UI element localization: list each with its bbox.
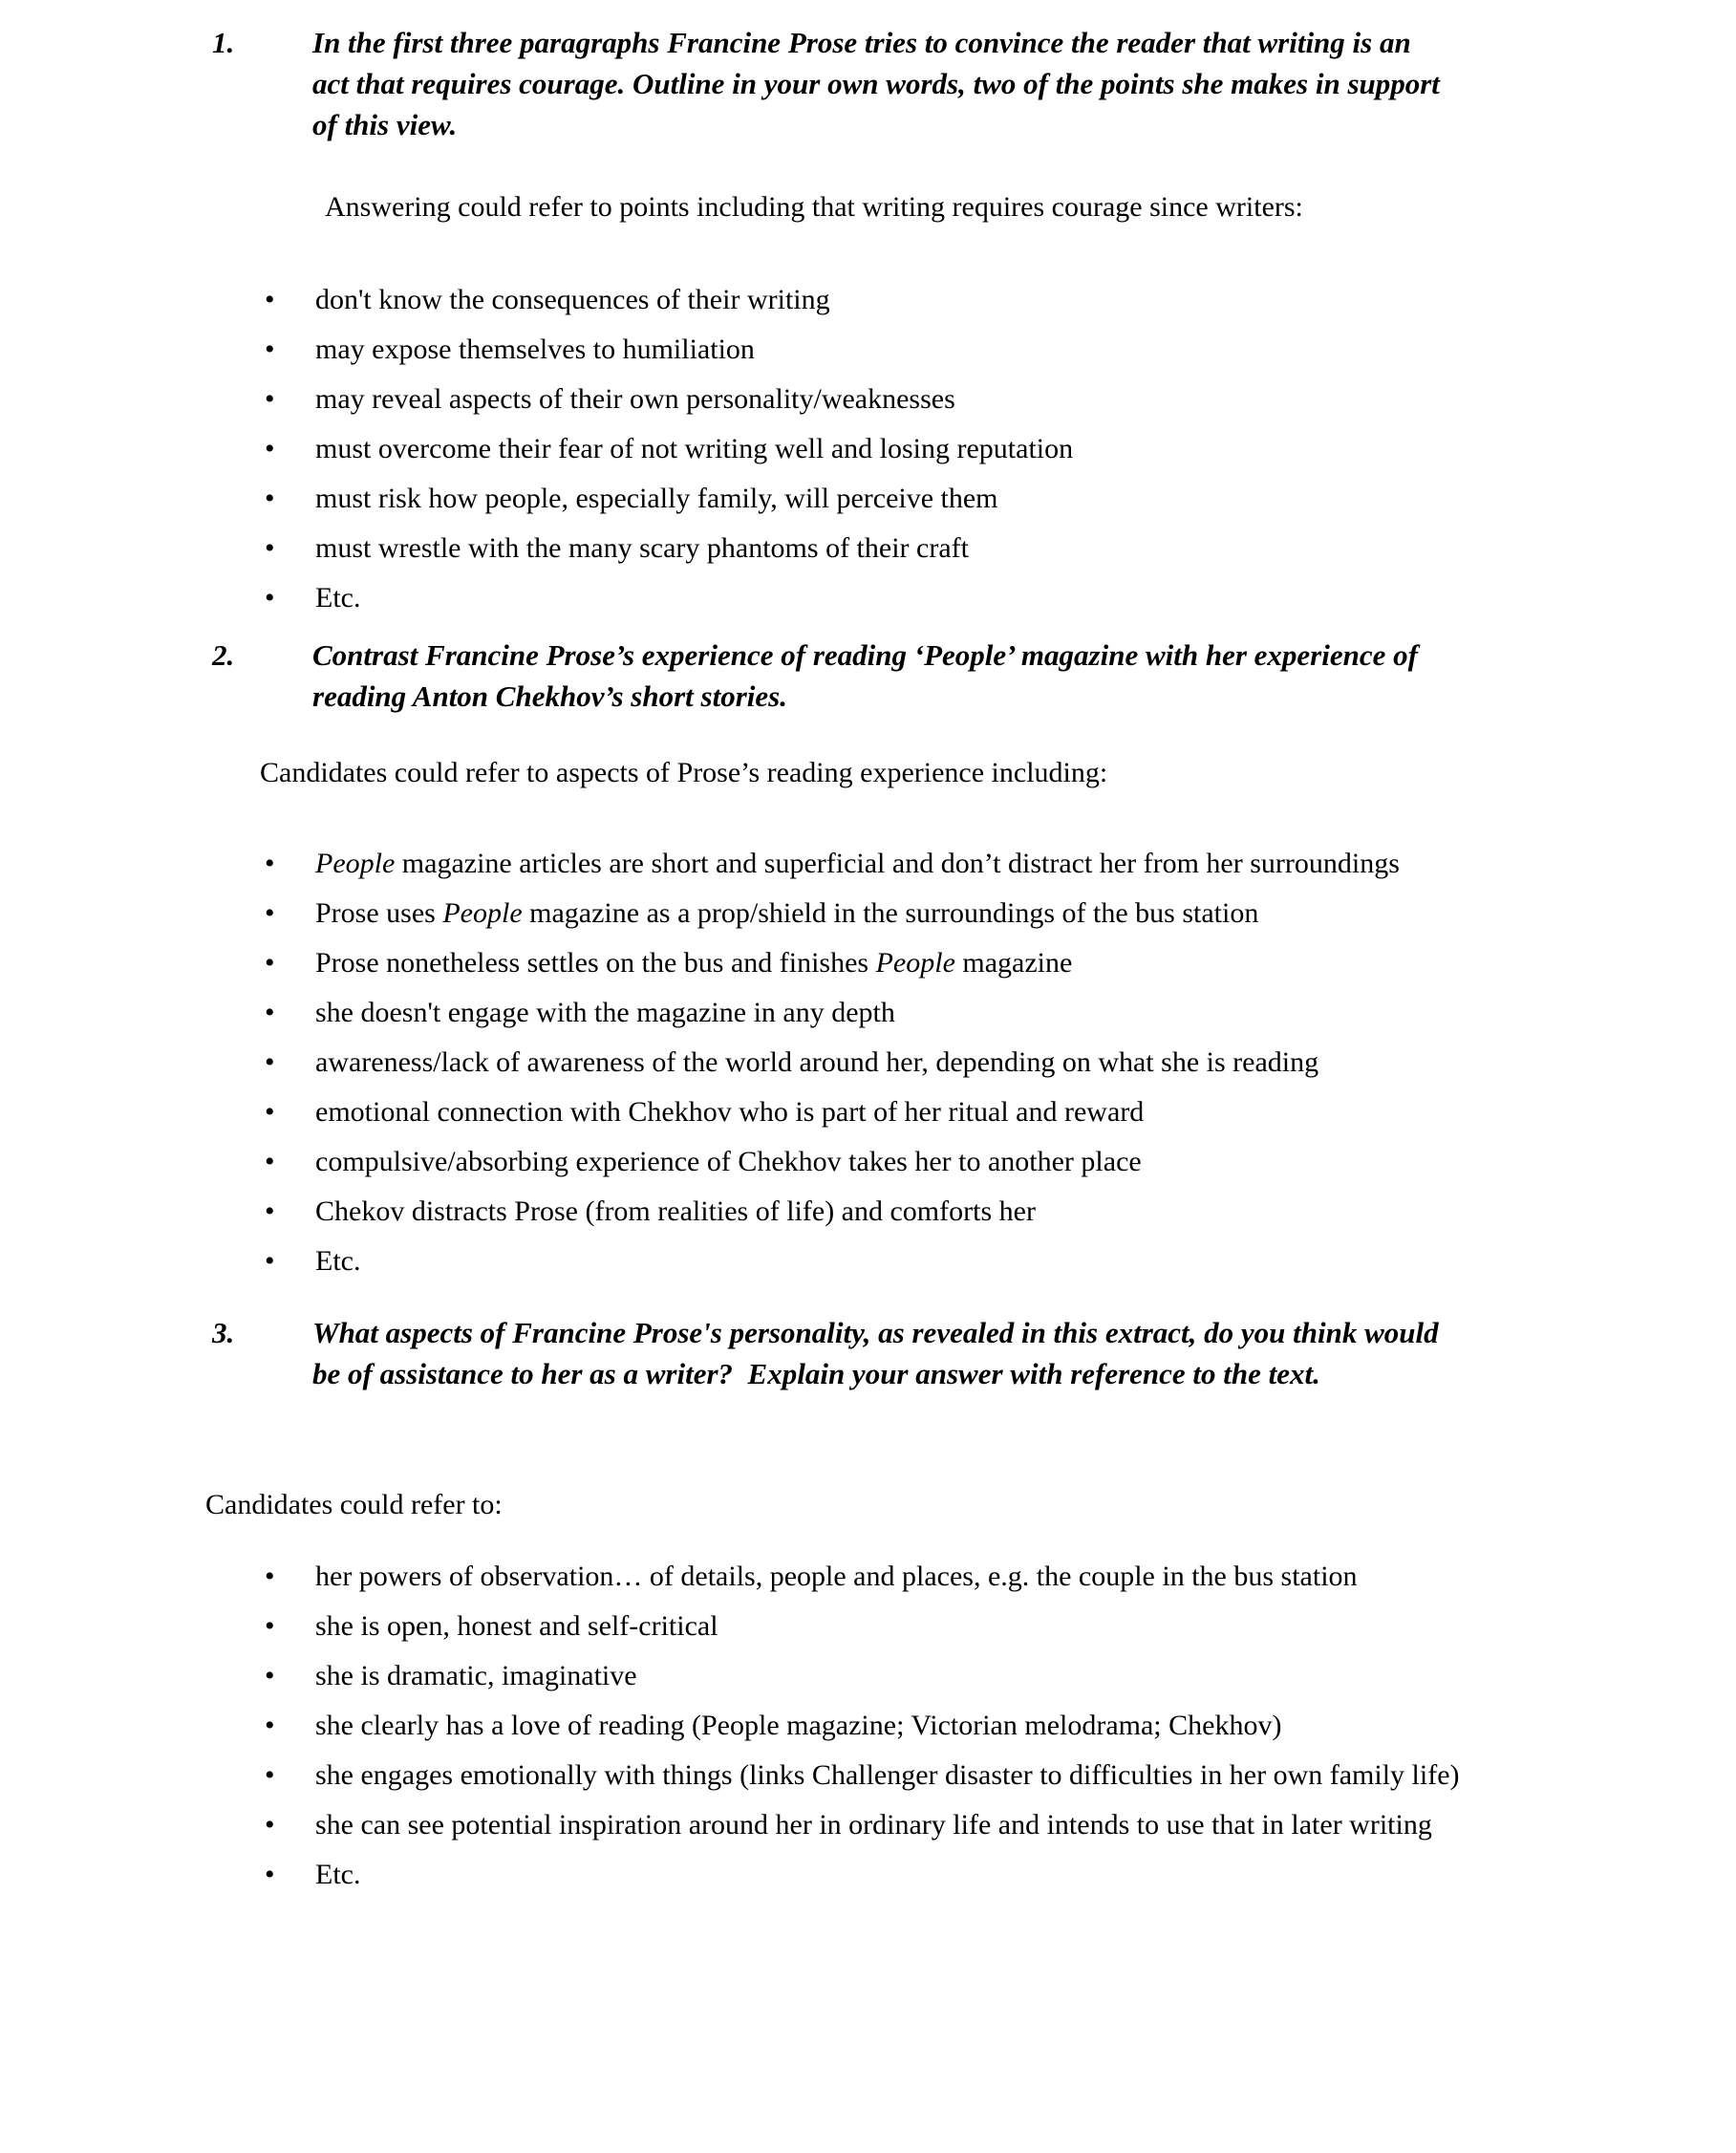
question-1-text: In the first three paragraphs Francine Prose tries to convince the reader that writing is an act that requires courage. Outline in your own words, two of the points she makes in support of this view. — [312, 26, 1447, 141]
question-2-heading — [0, 635, 1736, 717]
bullet-item: • must overcome their fear of not writing well and losing reputation — [315, 426, 1471, 471]
bullet-item: • must wrestle with the many scary phantoms of their craft — [315, 526, 1471, 571]
question-1-bullet-list — [315, 277, 1471, 620]
question-2-text: Contrast Francine Prose’s experience of reading ‘People’ magazine with her experience of reading Anton Chekhov’s short stories. — [312, 638, 1425, 713]
bullet-item: • awareness/lack of awareness of the world around her, depending on what she is reading — [315, 1040, 1471, 1085]
bullet-item: • Prose nonetheless settles on the bus and finishes People magazine — [315, 940, 1471, 985]
bullet-item: • Etc. — [315, 1238, 1471, 1283]
bullet-item: • compulsive/absorbing experience of Chekhov takes her to another place — [315, 1139, 1471, 1184]
bullet-item: • her powers of observation… of details, people and places, e.g. the couple in the bus station — [315, 1554, 1471, 1599]
question-3-section — [0, 1312, 1736, 1897]
question-2-bullet-list — [315, 841, 1471, 1283]
bullet-item: • she is dramatic, imaginative — [315, 1653, 1471, 1698]
question-3-number: 3. — [212, 1316, 235, 1349]
question-1-guidance: Answering could refer to points including that writing requires courage since writers: — [325, 191, 1303, 223]
bullet-item: • don't know the consequences of their writing — [315, 277, 1471, 322]
bullet-item: • Etc. — [315, 575, 1471, 620]
question-1-number: 1. — [212, 26, 235, 59]
bullet-item: • she clearly has a love of reading (People magazine; Victorian melodrama; Chekhov) — [315, 1703, 1471, 1748]
question-1-heading — [0, 22, 1736, 145]
question-3-guidance: Candidates could refer to: — [205, 1489, 503, 1520]
bullet-item: • must risk how people, especially family, will perceive them — [315, 476, 1471, 521]
bullet-item: • she can see potential inspiration around her in ordinary life and intends to use that in later writing — [315, 1802, 1471, 1847]
question-3-heading — [0, 1312, 1736, 1394]
question-2-number: 2. — [212, 638, 235, 672]
bullet-item: • emotional connection with Chekhov who is part of her ritual and reward — [315, 1089, 1471, 1134]
bullet-item: • she doesn't engage with the magazine in any depth — [315, 990, 1471, 1035]
question-3-bullet-list — [315, 1554, 1471, 1897]
bullet-item: • she engages emotionally with things (links Challenger disaster to difficulties in her own family life) — [315, 1753, 1471, 1798]
question-1-section — [0, 22, 1736, 620]
bullet-item: • may reveal aspects of their own personality/weaknesses — [315, 377, 1471, 421]
bullet-item: • Chekov distracts Prose (from realities of life) and comforts her — [315, 1189, 1471, 1234]
question-3-text: What aspects of Francine Prose's personality, as revealed in this extract, do you think would be of assistance to her as a writer? Explain your answer with reference to the text. — [312, 1316, 1447, 1390]
bullet-item: • People magazine articles are short and superficial and don’t distract her from her surroundings — [315, 841, 1471, 886]
question-2-section — [0, 635, 1736, 1283]
bullet-item: • may expose themselves to humiliation — [315, 327, 1471, 372]
bullet-item: • she is open, honest and self-critical — [315, 1604, 1471, 1648]
bullet-item: • Etc. — [315, 1852, 1471, 1897]
question-2-guidance: Candidates could refer to aspects of Prose’s reading experience including: — [260, 757, 1108, 788]
bullet-item: • Prose uses People magazine as a prop/shield in the surroundings of the bus station — [315, 891, 1471, 936]
